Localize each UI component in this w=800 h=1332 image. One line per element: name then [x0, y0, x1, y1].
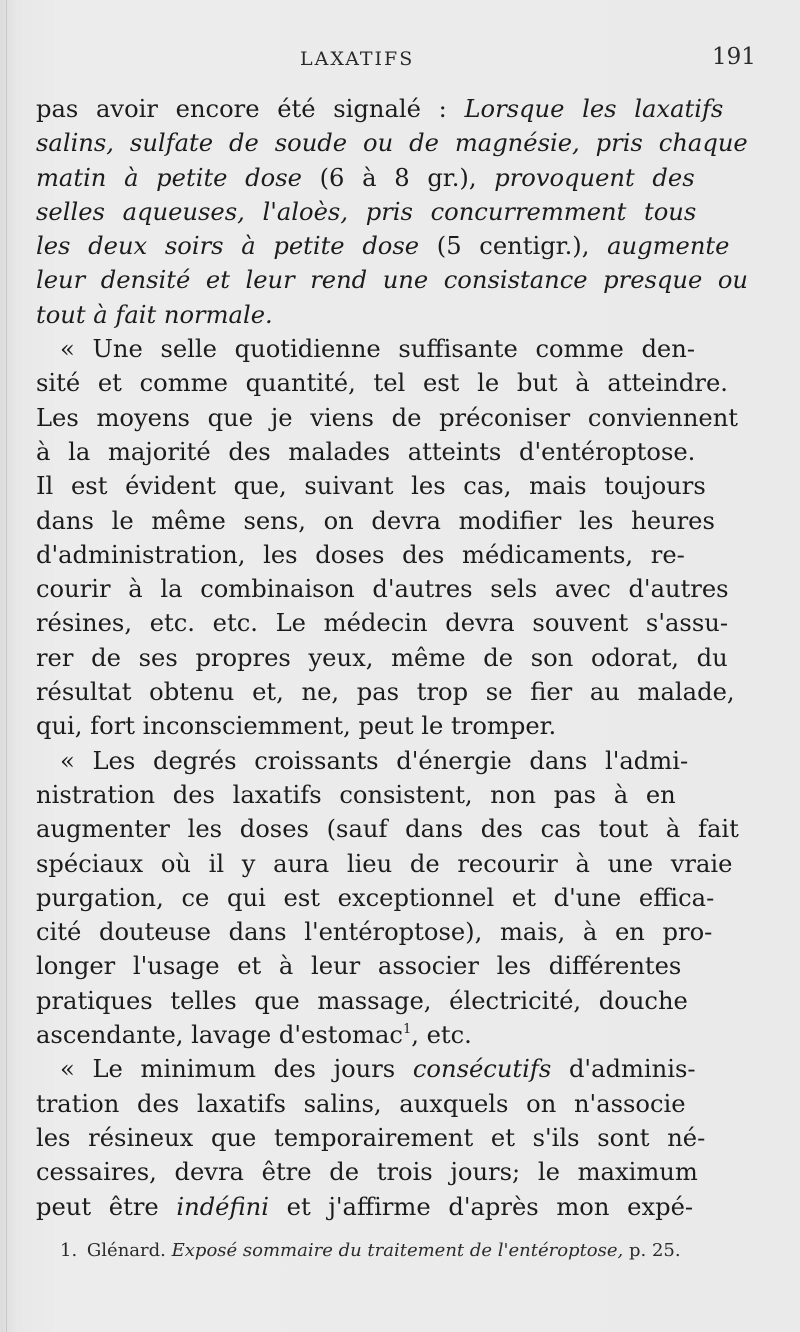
- text-line: [36, 1052, 748, 1086]
- text-segment: ascendante, lavage d'estomac: [36, 1021, 403, 1050]
- text-line: [36, 1155, 748, 1189]
- text-segment: « Le minimum des jours: [60, 1055, 413, 1084]
- footnote: [60, 1240, 760, 1261]
- text-segment: nistration des laxatifs consistent, non pas à en: [36, 780, 676, 809]
- footnote-page: p. 25.: [629, 1240, 681, 1261]
- text-line: [36, 332, 748, 366]
- text-segment: pratiques telles que massage, électricité, douche: [36, 986, 688, 1015]
- footnote-marker: 1.: [60, 1240, 78, 1261]
- text-segment: d'adminis-: [551, 1055, 696, 1084]
- text-segment: spéciaux où il y aura lieu de recourir à une vraie: [36, 849, 733, 878]
- text-line: [36, 161, 748, 195]
- text-segment: les résineux que temporairement et s'ils sont né-: [36, 1123, 706, 1152]
- text-segment: tration des laxatifs salins, auxquels on n'associe: [36, 1089, 686, 1118]
- text-segment: Il est évident que, suivant les cas, mais toujours: [36, 472, 706, 501]
- text-line: [36, 366, 748, 400]
- text-segment: d'administration, les doses des médicaments, re-: [36, 540, 685, 569]
- text-line: [36, 709, 748, 743]
- italic-text: les deux soirs à petite dose: [36, 232, 420, 261]
- text-line: [36, 435, 748, 469]
- text-line: [36, 229, 748, 263]
- body-text: [36, 92, 748, 1224]
- text-segment: (5 centigr.),: [419, 232, 608, 261]
- italic-text: leur densité et leur rend une consistance presque ou: [36, 266, 748, 295]
- italic-text: augmente: [607, 232, 730, 261]
- text-line: [36, 1190, 748, 1224]
- text-segment: augmenter les doses (sauf dans des cas tout à fait: [36, 815, 739, 844]
- text-line: [36, 195, 748, 229]
- text-segment: « Les degrés croissants d'énergie dans l'admi-: [60, 746, 689, 775]
- text-line: [36, 504, 748, 538]
- text-segment: à la majorité des malades atteints d'entéroptose.: [36, 437, 696, 466]
- text-segment: , etc.: [411, 1021, 472, 1050]
- text-segment: courir à la combinaison d'autres sels avec d'autres: [36, 575, 729, 604]
- text-segment: rer de ses propres yeux, même de son odorat, du: [36, 643, 728, 672]
- text-line: [36, 1087, 748, 1121]
- footnote-reference: 1: [402, 1022, 412, 1038]
- italic-text: tout à fait normale.: [36, 300, 273, 329]
- text-line: [36, 984, 748, 1018]
- text-line: [36, 847, 748, 881]
- italic-text: consécutifs: [412, 1055, 552, 1084]
- text-line: [36, 298, 748, 332]
- text-line: [36, 915, 748, 949]
- text-segment: résultat obtenu et, ne, pas trop se fier au malade,: [36, 678, 735, 707]
- text-line: [36, 778, 748, 812]
- italic-text: salins, sulfate de soude ou de magnésie, pris chaque: [36, 129, 748, 158]
- text-segment: et j'affirme d'après mon expé-: [268, 1192, 694, 1221]
- text-line: [36, 606, 748, 640]
- text-line: [36, 881, 748, 915]
- text-line: [36, 126, 748, 160]
- text-segment: purgation, ce qui est exceptionnel et d'une effica-: [36, 883, 715, 912]
- text-line: [36, 401, 748, 435]
- italic-text: matin à petite dose: [36, 163, 302, 192]
- page-number: 191: [712, 44, 756, 70]
- text-segment: qui, fort inconsciemment, peut le tromper.: [36, 712, 557, 741]
- italic-text: selles aqueuses, l'aloès, pris concurremment tous: [36, 197, 697, 226]
- text-line: [36, 949, 748, 983]
- text-line: [36, 538, 748, 572]
- text-line: [36, 92, 748, 126]
- text-segment: dans le même sens, on devra modifier les heures: [36, 506, 715, 535]
- page-edge-shadow: [6, 0, 7, 1332]
- italic-text: provoquent des: [494, 163, 695, 192]
- text-segment: Les moyens que je viens de préconiser conviennent: [36, 403, 739, 432]
- footnote-author: Glénard.: [86, 1240, 166, 1261]
- italic-text: Lorsque les laxatifs: [464, 95, 724, 123]
- text-line: [36, 469, 748, 503]
- text-line: [36, 1018, 748, 1052]
- running-head: [0, 44, 800, 78]
- italic-text: indéfini: [176, 1192, 269, 1221]
- text-segment: pas avoir encore été signalé :: [36, 95, 465, 123]
- text-line: [36, 675, 748, 709]
- text-segment: peut être: [36, 1192, 177, 1221]
- text-line: [36, 744, 748, 778]
- text-line: [36, 812, 748, 846]
- text-segment: longer l'usage et à leur associer les différentes: [36, 952, 682, 981]
- text-line: [36, 1121, 748, 1155]
- text-segment: sité et comme quantité, tel est le but à atteindre.: [36, 369, 728, 398]
- text-segment: résines, etc. etc. Le médecin devra souvent s'assu-: [36, 609, 728, 638]
- text-line: [36, 641, 748, 675]
- running-title: LAXATIFS: [300, 48, 415, 70]
- text-segment: cité douteuse dans l'entéroptose), mais, à en pro-: [36, 918, 713, 947]
- text-line: [36, 263, 748, 297]
- text-segment: « Une selle quotidienne suffisante comme den-: [60, 335, 695, 364]
- footnote-title: Exposé sommaire du traitement de l'entéroptose,: [171, 1240, 624, 1261]
- text-segment: (6 à 8 gr.),: [301, 163, 495, 192]
- text-line: [36, 572, 748, 606]
- text-segment: cessaires, devra être de trois jours; le maximum: [36, 1158, 698, 1187]
